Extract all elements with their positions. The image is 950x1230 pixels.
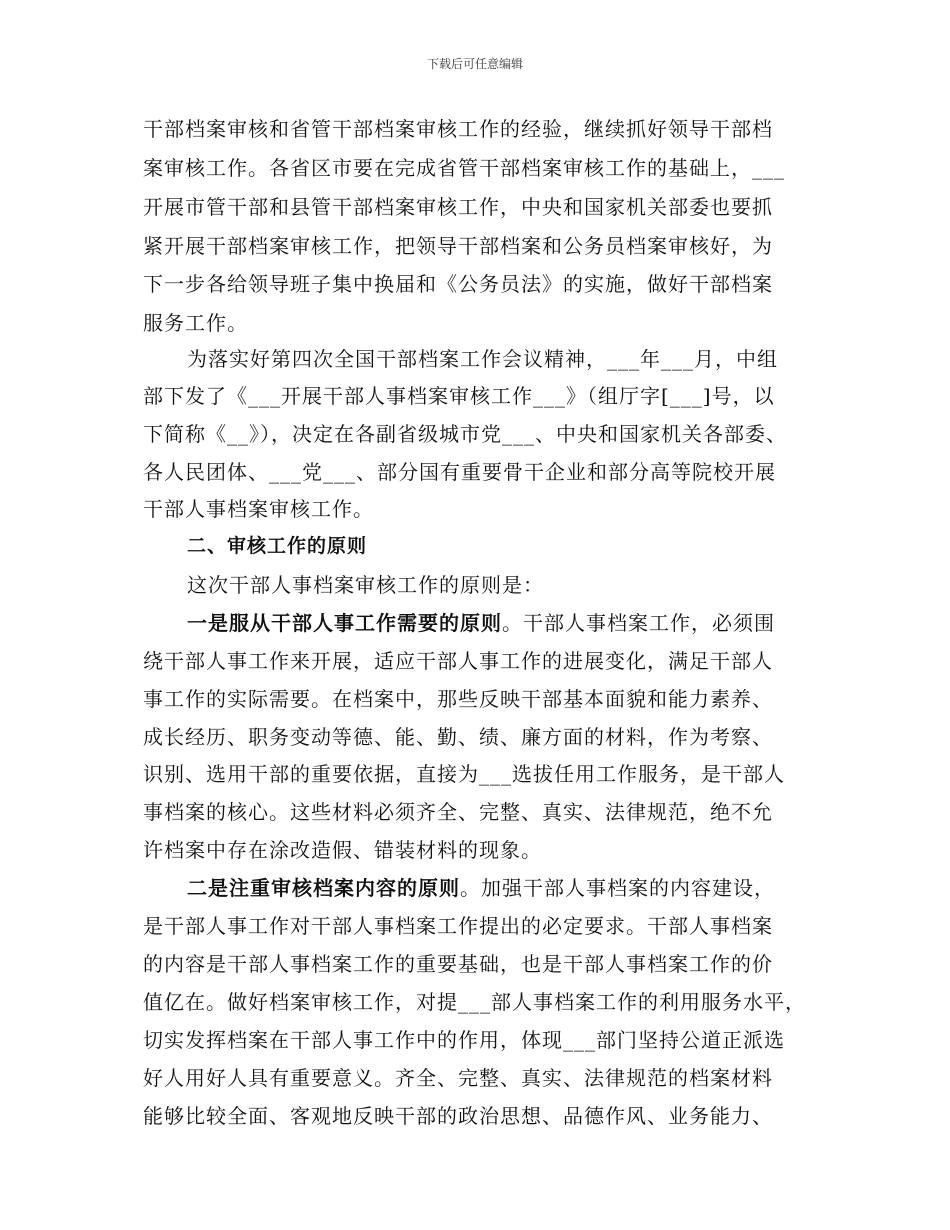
paragraph-line: 下一步各给领导班子集中换届和《公务员法》的实施，做好干部档案: [143, 272, 773, 296]
paragraph-line: 这次干部人事档案审核工作的原则是：: [187, 573, 544, 597]
paragraph-line: 识别、选用干部的重要依据，直接为___选拔任用工作服务，是干部人: [143, 762, 785, 786]
paragraph-line: 部下发了《___开展干部人事档案审核工作___》（组厅字[___]号，以: [143, 384, 775, 408]
paragraph-line: 能够比较全面、客观地反映干部的政治思想、品德作风、业务能力、: [143, 1104, 773, 1128]
paragraph-text: 。干部人事档案工作，必须围: [502, 611, 775, 635]
paragraph-line: 绕干部人事工作来开展，适应干部人事工作的进展变化，满足干部人: [143, 649, 773, 673]
paragraph-line: 紧开展干部档案审核工作，把领导干部档案和公务员档案审核好，为: [143, 234, 773, 258]
paragraph-line: 许档案中存在涂改造假、错装材料的现象。: [143, 838, 542, 862]
paragraph-line: 干部人事档案审核工作。: [143, 497, 374, 521]
paragraph-line: 事档案的核心。这些材料必须齐全、完整、真实、法律规范，绝不允: [143, 800, 773, 824]
principle-title: 一是服从干部人事工作需要的原则: [187, 611, 502, 635]
paragraph-line: [187, 872, 775, 901]
paragraph-line: 干部档案审核和省管干部档案审核工作的经验，继续抓好领导干部档: [143, 117, 773, 141]
paragraph-line: 各人民团体、___党___、部分国有重要骨干企业和部分高等院校开展: [143, 460, 776, 484]
paragraph-line: 成长经历、职务变动等德、能、勤、绩、廉方面的材料，作为考察、: [143, 725, 773, 749]
page-header: 下载后可任意编辑: [426, 57, 523, 71]
principle-title: 二是注重审核档案内容的原则: [187, 876, 460, 900]
paragraph-line: 切实发挥档案在干部人事工作中的作用，体现___部门坚持公道正派选: [143, 1028, 785, 1052]
section-heading: 二、审核工作的原则: [187, 535, 368, 557]
paragraph-line: 案审核工作。各省区市要在完成省管干部档案审核工作的基础上，___: [143, 156, 785, 180]
paragraph-line: 下简称《__》），决定在各副省级城市党___、中央和国家机关各部委、: [143, 422, 787, 446]
paragraph-line: 是干部人事工作对干部人事档案工作提出的必定要求。干部人事档案: [143, 914, 773, 938]
paragraph-line: 为落实好第四次全国干部档案工作会议精神，___年___月，中组: [187, 347, 778, 371]
paragraph-text: 。加强干部人事档案的内容建设，: [460, 876, 775, 900]
paragraph-line: 的内容是干部人事档案工作的重要基础，也是干部人事档案工作的价: [143, 952, 773, 976]
paragraph-line: 开展市管干部和县管干部档案审核工作，中央和国家机关部委也要抓: [143, 195, 773, 219]
paragraph-line: 值亿在。做好档案审核工作，对提___部人事档案工作的利用服务水平，: [143, 990, 806, 1014]
paragraph-line: 好人用好人具有重要意义。齐全、完整、真实、法律规范的档案材料: [143, 1066, 773, 1090]
paragraph-line: [187, 607, 775, 636]
paragraph-line: 事工作的实际需要。在档案中，那些反映干部基本面貌和能力素养、: [143, 687, 773, 711]
paragraph-line: 服务工作。: [143, 311, 248, 335]
